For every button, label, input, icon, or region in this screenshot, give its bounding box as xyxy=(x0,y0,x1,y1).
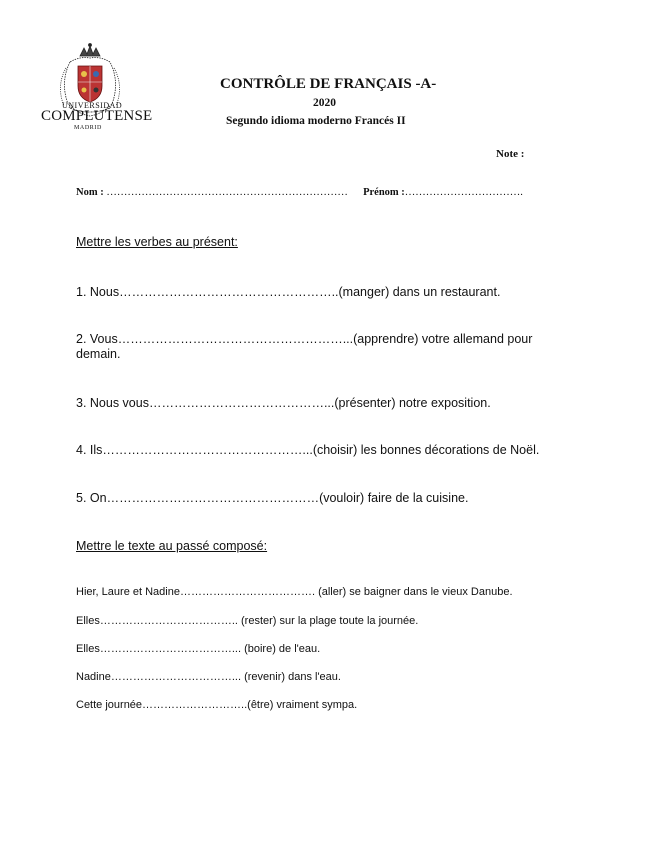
course-subtitle: Segundo idioma moderno Francés II xyxy=(226,115,406,127)
logo-text-complutense: COMPLUTENSE xyxy=(41,108,153,124)
page-title: CONTRÔLE DE FRANÇAIS -A- xyxy=(220,76,437,92)
exercise-item: Elles………………………………... (boire) de l'eau. xyxy=(76,643,321,655)
exercise-item: Nadine……………………………... (revenir) dans l'eau. xyxy=(76,671,341,683)
note-label: Note : xyxy=(496,148,525,160)
exercise-item: 2. Vous………………………………………………...(apprendre) votre allemand pour xyxy=(76,332,533,346)
nom-field[interactable]: …………………………………………………………… xyxy=(106,187,348,198)
nom-label: Nom : xyxy=(76,187,104,198)
exercise-item: Hier, Laure et Nadine………………………………. (aller) se baigner dans le vieux Danube. xyxy=(76,586,513,598)
exercise-item: Cette journée………………………..(être) vraiment sympa. xyxy=(76,699,358,711)
exercise-item: 1. Nous……………………………………………..(manger) dans un restaurant. xyxy=(76,285,501,299)
prenom-field[interactable]: ……………………………. xyxy=(404,187,523,198)
logo-text-university: UNIVERSIDAD xyxy=(62,101,123,110)
identity-line xyxy=(76,187,523,198)
prenom-label: Prénom : xyxy=(363,187,405,198)
exercise-item: 4. Ils…………………………………………...(choisir) les bonnes décorations de Noël. xyxy=(76,443,540,457)
logo-text-madrid: MADRID xyxy=(74,125,102,131)
exam-year: 2020 xyxy=(313,97,336,109)
section-heading-passe-compose: Mettre le texte au passé composé: xyxy=(76,539,268,553)
exercise-item: Elles……………………………….. (rester) sur la plage toute la journée. xyxy=(76,615,419,627)
exercise-item: 3. Nous vous……………………………………...(présenter) notre exposition. xyxy=(76,396,491,410)
exercise-item: 5. On……………………………………………(vouloir) faire de la cuisine. xyxy=(76,491,469,505)
exercise-item-continuation: demain. xyxy=(76,347,121,361)
section-heading-present: Mettre les verbes au présent: xyxy=(76,235,238,249)
